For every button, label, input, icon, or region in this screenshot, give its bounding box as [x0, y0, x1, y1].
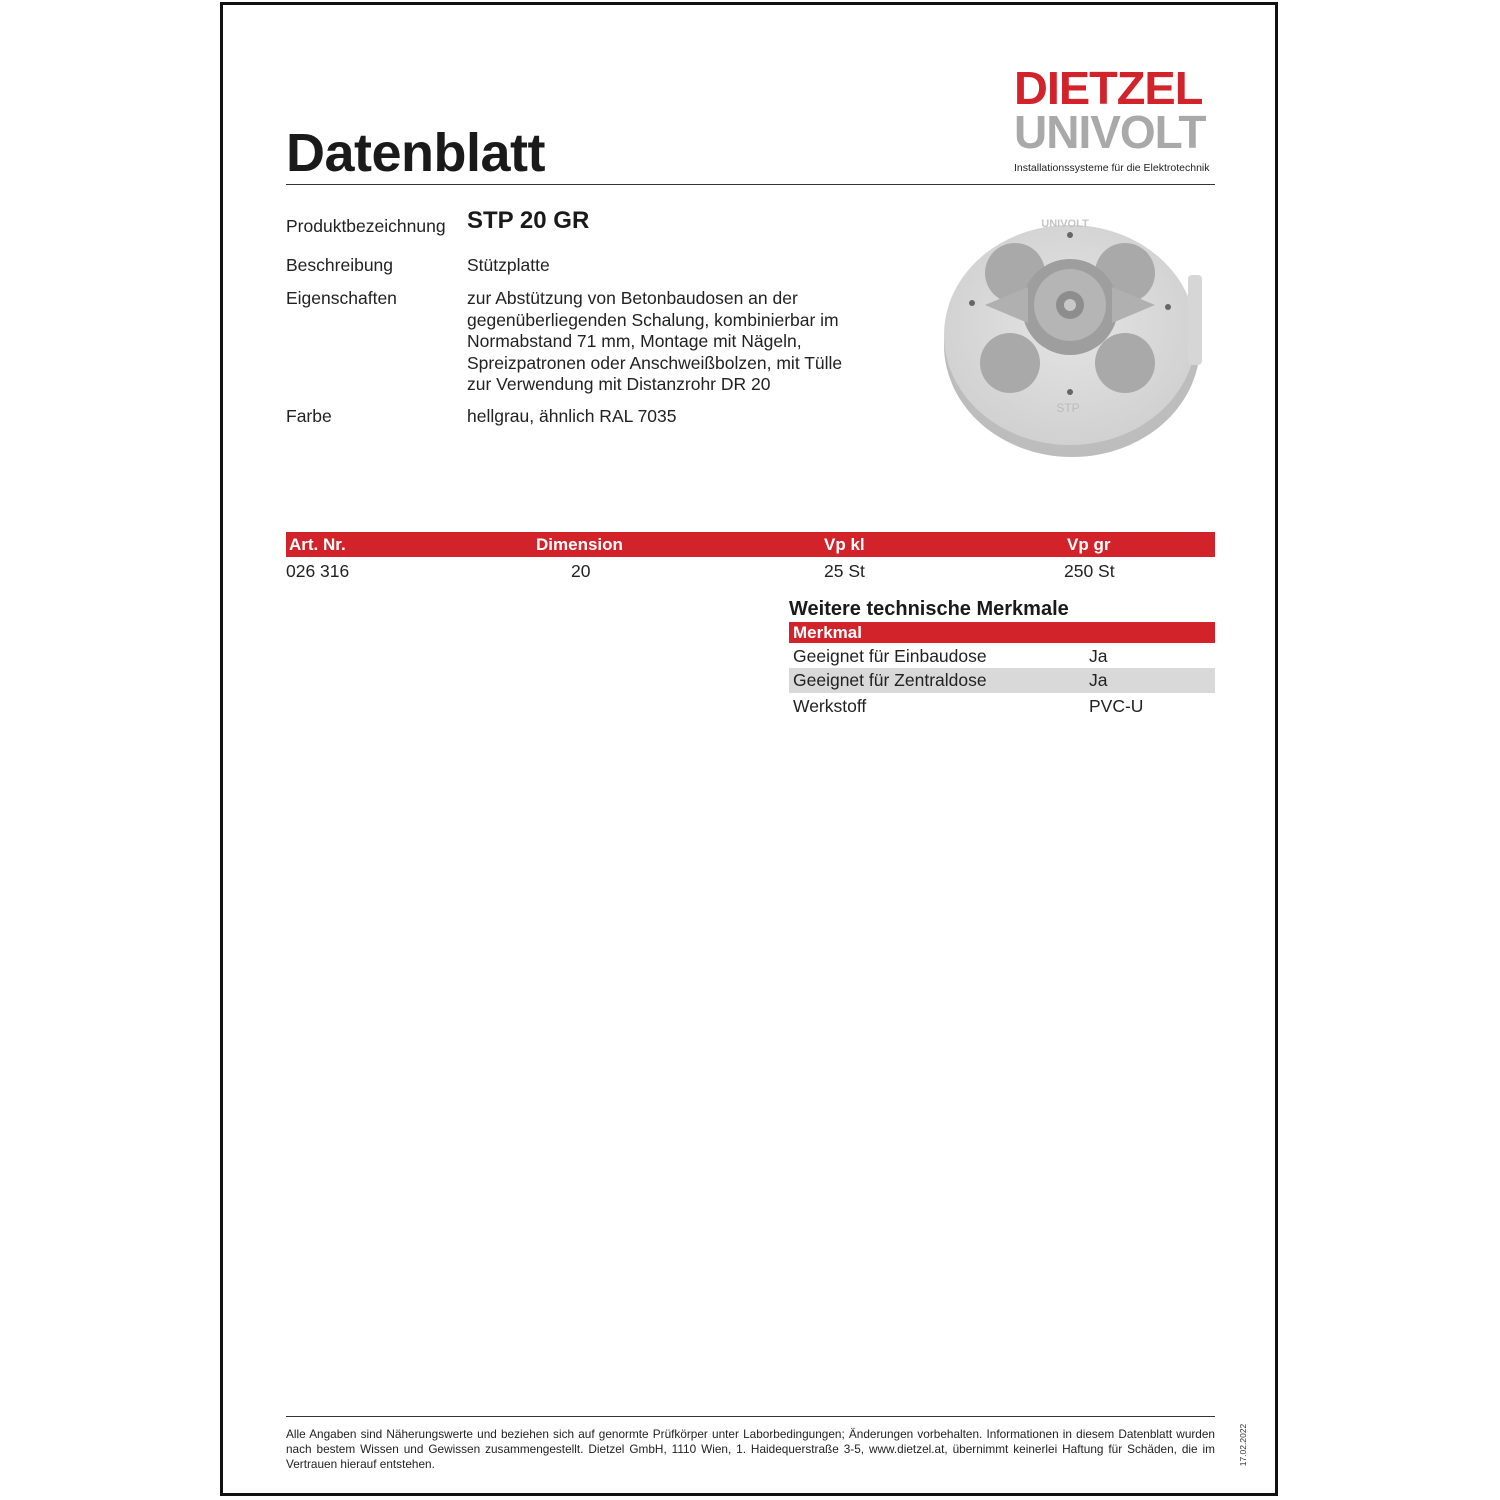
cell-vp-gr: 250 St — [1064, 561, 1115, 581]
header-divider — [286, 184, 1215, 185]
footer-divider — [286, 1416, 1215, 1417]
print-date — [1237, 1420, 1249, 1470]
features-title: Weitere technische Merkmale — [789, 598, 1069, 620]
article-table-header — [286, 532, 1215, 557]
col-header-art-nr: Art. Nr. — [289, 535, 346, 554]
cell-art-nr: 026 316 — [286, 561, 350, 581]
features-table-header — [789, 622, 1215, 643]
feature-name: Geeignet für Einbaudose — [793, 646, 987, 666]
feature-row — [789, 694, 1215, 719]
logo-tagline: Installationssysteme für die Elektrotechnik — [1014, 162, 1210, 174]
color-value: hellgrau, ähnlich RAL 7035 — [467, 406, 677, 426]
properties-line: gegenüberliegenden Schalung, kombinierbar im — [467, 309, 839, 330]
properties-value — [467, 288, 867, 396]
feature-value: PVC-U — [1089, 696, 1144, 716]
properties-line: zur Abstützung von Betonbaudosen an der — [467, 288, 798, 308]
col-header-vp-kl: Vp kl — [824, 535, 865, 554]
col-header-vp-gr: Vp gr — [1067, 535, 1111, 554]
properties-line: Spreizpatronen oder Anschweißbolzen, mit Tülle — [467, 352, 843, 373]
cell-dimension: 20 — [571, 561, 591, 581]
feature-row — [789, 644, 1215, 669]
footer-disclaimer: Alle Angaben sind Näherungswerte und beziehen sich auf genormte Prüfkörper unter Laborbedingungen; Änderungen vorbehalten. Informationen in diesem Datenblatt wurden nach bestem Wissen und Gewissen zusammengestellt. Dietzel GmbH, 1110 Wien, 1. Haidequerstraße 3-5, www.dietzel.at, übernimmt keinerlei Haftung für Schäden, die im Vertrauen hierauf entstehen. — [286, 1427, 1215, 1471]
cell-vp-kl: 25 St — [824, 561, 865, 581]
description-label: Beschreibung — [286, 255, 394, 275]
company-logo — [1014, 62, 1216, 180]
feature-name: Geeignet für Zentraldose — [793, 670, 987, 690]
logo-dietzel: DIETZEL — [1014, 62, 1203, 114]
logo-univolt: UNIVOLT — [1014, 106, 1206, 158]
feature-value: Ja — [1089, 646, 1108, 666]
col-header-dimension: Dimension — [536, 535, 623, 554]
properties-line: zur Verwendung mit Distanzrohr DR 20 — [467, 374, 771, 394]
col-header-merkmal: Merkmal — [793, 623, 862, 642]
description-value: Stützplatte — [467, 255, 550, 275]
feature-name: Werkstoff — [793, 696, 867, 716]
feature-value: Ja — [1089, 670, 1108, 690]
photo-mark-bottom: STP — [1056, 401, 1080, 415]
page-title: Datenblatt — [286, 123, 546, 183]
product-name-label: Produktbezeichnung — [286, 216, 446, 236]
photo-mark-top: UNIVOLT — [1041, 218, 1089, 230]
properties-label: Eigenschaften — [286, 288, 397, 308]
product-photo — [940, 205, 1215, 465]
properties-line: Normabstand 71 mm, Montage mit Nägeln, — [467, 331, 802, 351]
product-name-value: STP 20 GR — [467, 207, 590, 234]
feature-row — [789, 668, 1215, 693]
color-label: Farbe — [286, 406, 332, 426]
print-date-text: 17.02.2022 — [1238, 1423, 1248, 1467]
